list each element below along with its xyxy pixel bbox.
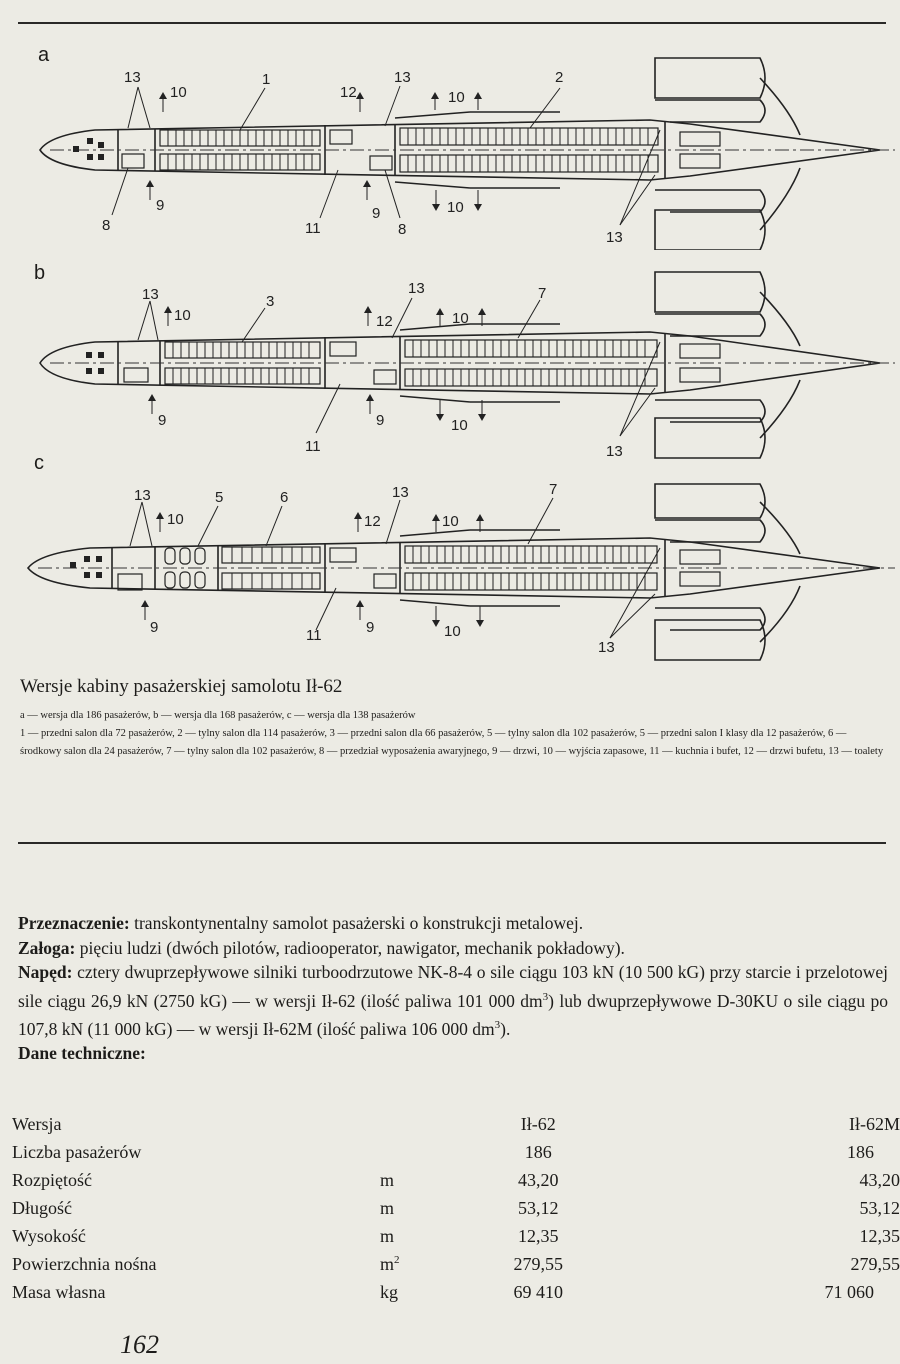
row-unit: kg bbox=[379, 1281, 398, 1302]
row-value-il62m: 12,35 bbox=[859, 1225, 900, 1246]
label-c-13-rear: 13 bbox=[598, 639, 615, 656]
label-c-10-top: 10 bbox=[442, 513, 459, 530]
panel-label-b: b bbox=[34, 262, 46, 284]
label-b-11: 11 bbox=[305, 438, 321, 455]
row-name: Powierzchnia nośna bbox=[12, 1253, 157, 1274]
tech-heading-line bbox=[18, 1041, 888, 1066]
table-row bbox=[12, 1194, 900, 1222]
purpose-line bbox=[18, 911, 888, 936]
label-c-12: 12 bbox=[364, 513, 381, 530]
engine-text-3: ). bbox=[500, 1018, 511, 1039]
figure-caption-title: Wersje kabiny pasażerskiej samolotu Ił-62 bbox=[20, 676, 343, 697]
label-c-9-mid: 9 bbox=[366, 619, 375, 636]
row-unit-cell bbox=[380, 1250, 439, 1278]
row-value-il62: 43,20 bbox=[517, 1169, 559, 1190]
caption-versions: a — wersja dla 186 pasażerów, b — wersja dla 168 pasażerów, c — wersja dla 138 pasażerów bbox=[20, 710, 416, 721]
label-a-13-front: 13 bbox=[124, 69, 141, 86]
row-unit bbox=[380, 1138, 439, 1166]
label-b-9-front: 9 bbox=[158, 412, 167, 429]
technical-data-table bbox=[12, 1110, 900, 1306]
row-value-il62: Ił-62 bbox=[520, 1113, 556, 1134]
crew-text: pięciu ludzi (dwóch pilotów, radiooperator, nawigator, mechanik pokładowy). bbox=[75, 937, 625, 958]
label-b-3: 3 bbox=[266, 293, 275, 310]
label-b-13-front: 13 bbox=[142, 286, 159, 303]
figure-caption bbox=[20, 707, 888, 761]
label-a-2: 2 bbox=[555, 69, 564, 86]
label-a-9-mid: 9 bbox=[372, 205, 381, 222]
label-a-8-front: 8 bbox=[102, 217, 111, 234]
row-unit: m bbox=[379, 1197, 394, 1218]
row-value-il62m: 186 bbox=[847, 1141, 874, 1162]
panel-label-a: a bbox=[38, 44, 50, 66]
cabin-diagram-a bbox=[0, 50, 900, 250]
cabin-diagram-b bbox=[0, 268, 900, 468]
row-value-il62: 12,35 bbox=[517, 1225, 559, 1246]
row-value-il62: 69 410 bbox=[513, 1281, 563, 1302]
table-row bbox=[12, 1278, 900, 1306]
label-b-13-mid: 13 bbox=[408, 280, 425, 297]
label-b-10-front: 10 bbox=[174, 307, 191, 324]
engine-text-2: ) lub dwuprzepływowe D-30KU o sile ciągu po 107,8 kN (11 000 kG) — w wersji Ił-62M (ilość paliwa 106 000 dm bbox=[18, 990, 888, 1039]
row-unit: m bbox=[379, 1169, 394, 1190]
label-a-10-front: 10 bbox=[170, 84, 187, 101]
crew-label: Załoga: bbox=[18, 937, 76, 958]
label-a-13-rear: 13 bbox=[606, 229, 623, 246]
row-name: Liczba pasażerów bbox=[12, 1141, 142, 1162]
label-c-11: 11 bbox=[306, 627, 322, 644]
label-c-7: 7 bbox=[549, 481, 558, 498]
caption-rule bbox=[18, 842, 886, 844]
label-b-10-top: 10 bbox=[452, 310, 469, 327]
row-name: Masa własna bbox=[12, 1281, 106, 1302]
row-value-il62m: 71 060 bbox=[824, 1281, 874, 1302]
purpose-label: Przeznaczenie: bbox=[18, 913, 130, 933]
label-b-13-rear: 13 bbox=[606, 443, 623, 460]
label-a-13-mid: 13 bbox=[394, 69, 411, 86]
unit-sup-2: 3 bbox=[494, 1018, 501, 1031]
table-row bbox=[12, 1250, 900, 1278]
cabin-diagram-c bbox=[0, 470, 900, 670]
label-c-5: 5 bbox=[215, 489, 224, 506]
row-value-il62m: 43,20 bbox=[859, 1169, 900, 1190]
label-c-10-bottom: 10 bbox=[444, 623, 461, 640]
engine-paragraph bbox=[18, 960, 888, 1041]
row-name: Rozpiętość bbox=[12, 1169, 92, 1190]
purpose-text: transkontynentalny samolot pasażerski o konstrukcji metalowej. bbox=[129, 913, 584, 933]
table-row bbox=[12, 1166, 900, 1194]
row-value-il62: 53,12 bbox=[517, 1197, 559, 1218]
panel-label-c: c bbox=[34, 452, 44, 474]
top-rule bbox=[18, 22, 886, 24]
engine-text-1: cztery dwuprzepływowe silniki turboodrzutowe NK-8-4 o sile ciągu 103 kN (10 500 kG) przy starcie i przelotowej sile ciągu 26,9 kN (2750 kG) — w wersji Ił-62 (ilość paliwa 101 000 dm bbox=[18, 962, 888, 1011]
row-value-il62m: Ił-62M bbox=[849, 1113, 900, 1134]
label-b-9-mid: 9 bbox=[376, 412, 385, 429]
spec-text bbox=[18, 911, 888, 1066]
crew-line bbox=[18, 936, 888, 961]
table-row bbox=[12, 1222, 900, 1250]
page-number: 162 bbox=[120, 1330, 159, 1359]
label-b-12: 12 bbox=[376, 313, 393, 330]
label-a-8-mid: 8 bbox=[398, 221, 407, 238]
row-name: Długość bbox=[12, 1197, 72, 1218]
unit-sup-1: 3 bbox=[542, 990, 549, 1003]
row-unit bbox=[380, 1110, 439, 1138]
row-value-il62m: 279,55 bbox=[850, 1253, 900, 1274]
row-value-il62: 279,55 bbox=[513, 1253, 563, 1274]
row-value-il62m: 53,12 bbox=[859, 1197, 900, 1218]
row-name: Wersja bbox=[12, 1113, 62, 1134]
label-c-6: 6 bbox=[280, 489, 289, 506]
label-a-10-bottom: 10 bbox=[447, 199, 464, 216]
tech-heading: Dane techniczne: bbox=[18, 1043, 146, 1064]
table-row bbox=[12, 1138, 900, 1166]
label-a-1: 1 bbox=[262, 71, 271, 88]
caption-legend: 1 — przedni salon dla 72 pasażerów, 2 — tylny salon dla 114 pasażerów, 3 — przedni salon dla 66 pasażerów, 5 — tylny salon dla 102 pasażerów, 5 — przedni salon I klasy dla 12 pasażerów, 6 — środkowy salon dla 24 pasażerów, 7 — tylny salon dla 102 pasażerów, 8 — przedział wyposażenia awaryjnego, 9 — drzwi, 10 — wyjścia zapasowe, 11 — kuchnia i bufet, 12 — drzwi bufetu, 13 — toalety bbox=[20, 728, 884, 757]
row-value-il62: 186 bbox=[524, 1141, 552, 1162]
label-c-13-front: 13 bbox=[134, 487, 151, 504]
label-a-10-top: 10 bbox=[448, 89, 465, 106]
label-c-13-mid: 13 bbox=[392, 484, 409, 501]
row-unit: m bbox=[379, 1225, 394, 1246]
label-b-7: 7 bbox=[538, 285, 547, 302]
engine-label: Napęd: bbox=[18, 962, 73, 982]
label-c-9-front: 9 bbox=[150, 619, 159, 636]
row-name: Wysokość bbox=[12, 1225, 86, 1246]
label-a-12: 12 bbox=[340, 84, 357, 101]
label-c-10-front: 10 bbox=[167, 511, 184, 528]
label-a-9-front: 9 bbox=[156, 197, 165, 214]
label-b-10-bottom: 10 bbox=[451, 417, 468, 434]
unit-sup: 2 bbox=[393, 1253, 400, 1266]
row-unit: m bbox=[379, 1253, 394, 1274]
label-a-11: 11 bbox=[305, 220, 321, 237]
table-row bbox=[12, 1110, 900, 1138]
